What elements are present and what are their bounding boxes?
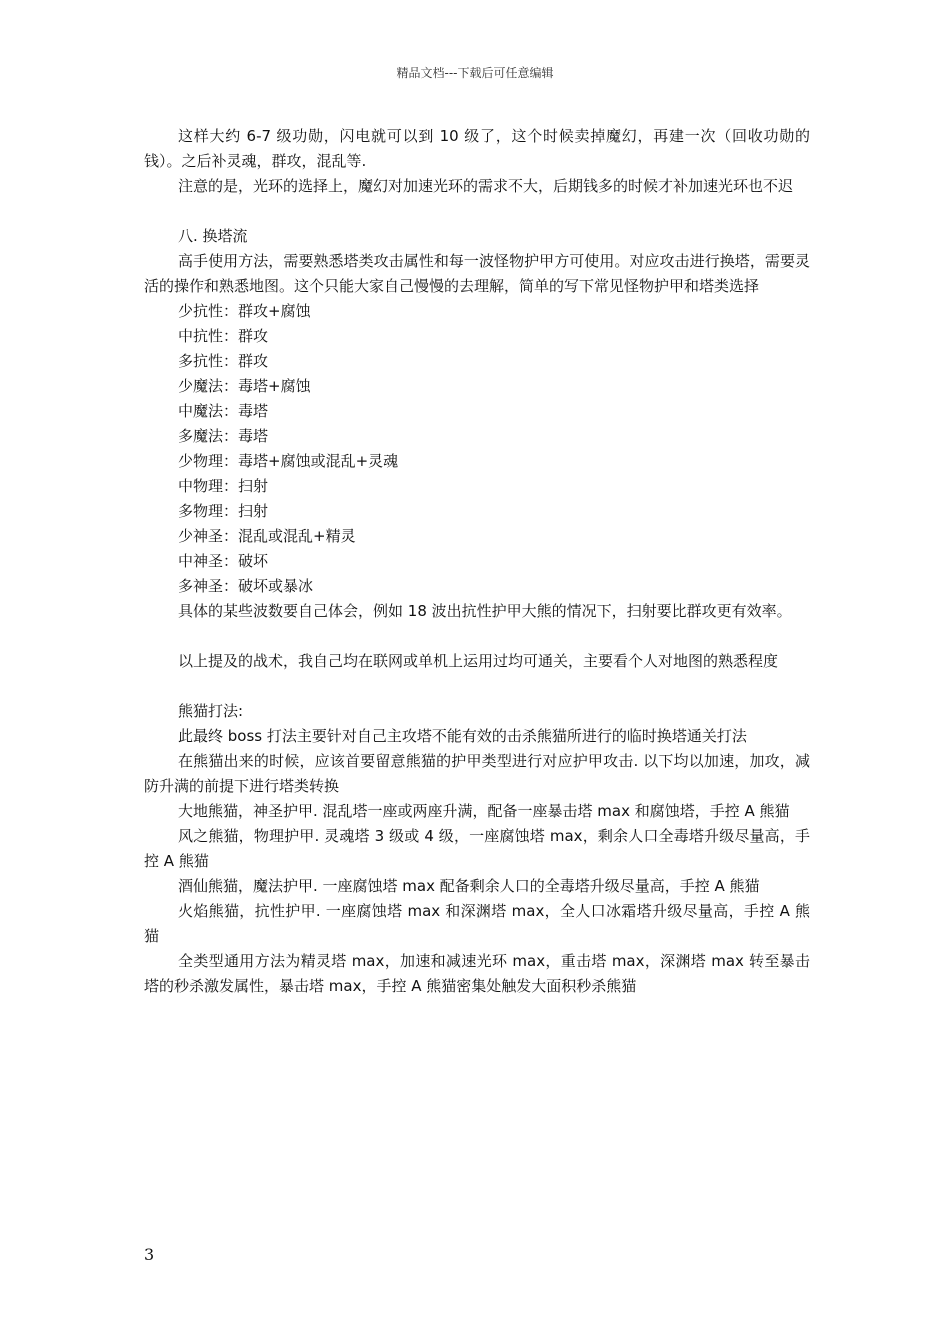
paragraph: 具体的某些波数要自己体会，例如 18 波出抗性护甲大熊的情况下，扫射要比群攻更有效率。 <box>178 602 792 620</box>
list-item: 少神圣：混乱或混乱+精灵 <box>178 527 356 545</box>
list-item: 少物理：毒塔+腐蚀或混乱+灵魂 <box>178 452 399 470</box>
paragraph: 全类型通用方法为精灵塔 max，加速和减速光环 max，重击塔 max，深渊塔 max 转至暴击塔的秒杀激发属性，暴击塔 max，手控 A 熊猫密集处触发大面积秒杀熊猫 <box>144 952 810 995</box>
list-item: 少抗性：群攻+腐蚀 <box>178 302 311 320</box>
paragraph: 酒仙熊猫，魔法护甲. 一座腐蚀塔 max 配备剩余人口的全毒塔升级尽量高，手控 A 熊猫 <box>178 877 760 895</box>
list-item: 多物理：扫射 <box>178 502 269 520</box>
section-heading: 八. 换塔流 <box>178 227 248 245</box>
paragraph: 大地熊猫，神圣护甲. 混乱塔一座或两座升满，配备一座暴击塔 max 和腐蚀塔，手控 A 熊猫 <box>178 802 790 820</box>
list-item: 多抗性：群攻 <box>178 352 269 370</box>
paragraph: 此最终 boss 打法主要针对自己主攻塔不能有效的击杀熊猫所进行的临时换塔通关打法 <box>178 727 747 745</box>
document-body <box>144 124 810 999</box>
page-header: 精品文档---下载后可任意编辑 <box>396 66 554 80</box>
paragraph: 这样大约 6-7 级功勋，闪电就可以到 10 级了，这个时候卖掉魔幻，再建一次（回收功勋的钱）。之后补灵魂，群攻，混乱等. <box>144 127 810 170</box>
list-item: 中神圣：破坏 <box>178 552 269 570</box>
page-number: 3 <box>144 1245 155 1264</box>
list-item: 多魔法：毒塔 <box>178 427 269 445</box>
paragraph: 高手使用方法，需要熟悉塔类攻击属性和每一波怪物护甲方可使用。对应攻击进行换塔，需要灵活的操作和熟悉地图。这个只能大家自己慢慢的去理解，简单的写下常见怪物护甲和塔类选择 <box>144 252 810 295</box>
paragraph: 注意的是，光环的选择上，魔幻对加速光环的需求不大，后期钱多的时候才补加速光环也不迟 <box>178 177 794 195</box>
list-item: 中魔法：毒塔 <box>178 402 269 420</box>
list-item: 中抗性：群攻 <box>178 327 269 345</box>
section-heading: 熊猫打法: <box>178 702 244 720</box>
paragraph: 在熊猫出来的时候，应该首要留意熊猫的护甲类型进行对应护甲攻击. 以下均以加速，加攻，减防升满的前提下进行塔类转换 <box>144 752 810 795</box>
list-item: 中物理：扫射 <box>178 477 269 495</box>
paragraph: 火焰熊猫，抗性护甲. 一座腐蚀塔 max 和深渊塔 max，全人口冰霜塔升级尽量高，手控 A 熊猫 <box>144 902 810 945</box>
paragraph: 以上提及的战术，我自己均在联网或单机上运用过均可通关，主要看个人对地图的熟悉程度 <box>178 652 779 670</box>
paragraph: 风之熊猫，物理护甲. 灵魂塔 3 级或 4 级，一座腐蚀塔 max，剩余人口全毒塔升级尽量高，手控 A 熊猫 <box>144 827 810 870</box>
list-item: 少魔法：毒塔+腐蚀 <box>178 377 311 395</box>
list-item: 多神圣：破坏或暴冰 <box>178 577 314 595</box>
